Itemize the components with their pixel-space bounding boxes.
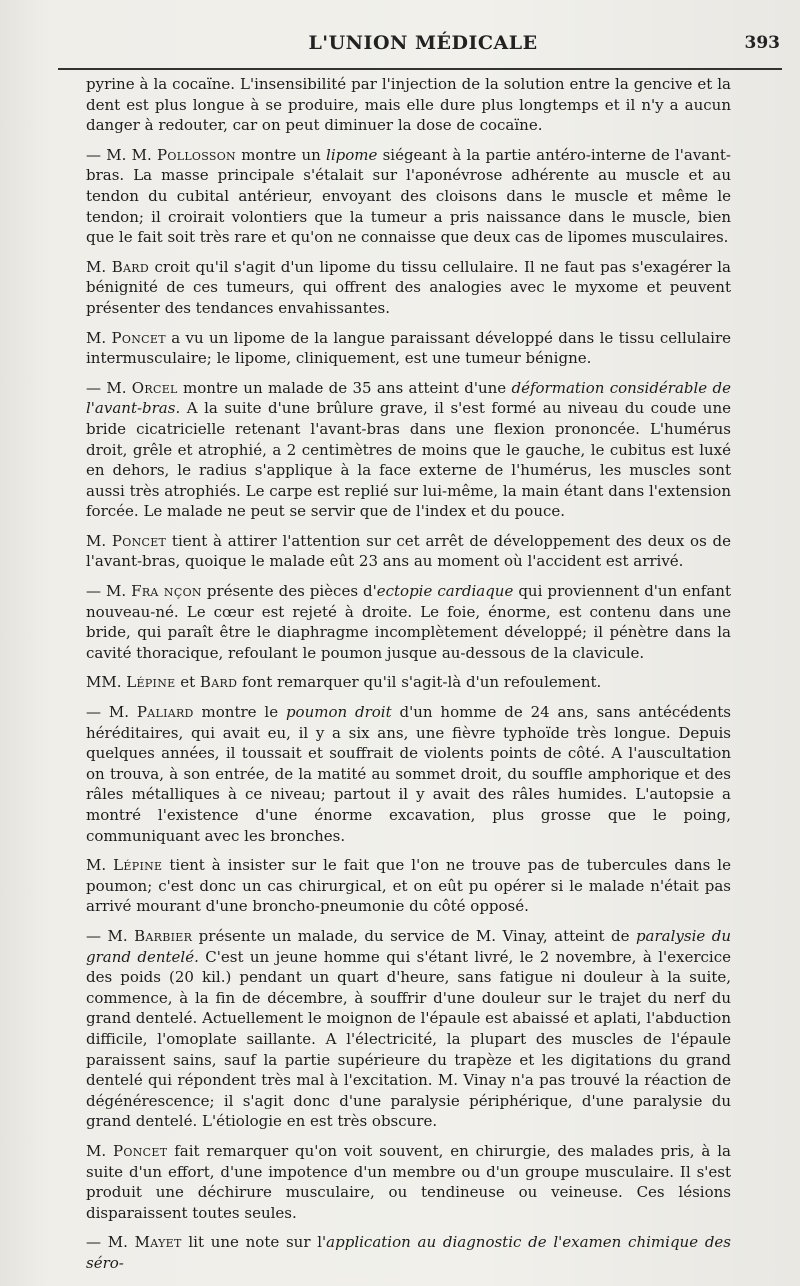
header-rule bbox=[58, 68, 782, 70]
paragraph-1: pyrine à la cocaïne. L'insensibilité par l'injection de la solution entre la gencive et la dent est plus longue à se produire, mais elle dure plus longtemps et il n'y a aucun danger à redouter, car on peut diminuer la dose de cocaïne. bbox=[86, 75, 731, 135]
running-title: L'UNION MÉDICALE bbox=[308, 32, 538, 54]
paragraph-12: M. Poncet fait remarquer qu'on voit souvent, en chirurgie, des malades pris, à la suite d'un effort, d'une impotence d'un membre ou d'un groupe musculaire. Il s'est produit une déchirure musculaire, ou tendineuse ou veineuse. Ces lésions disparaissent toutes seules. bbox=[86, 1141, 731, 1222]
speaker-name: Lépine bbox=[126, 673, 176, 692]
paragraph-6: M. Poncet tient à attirer l'attention sur cet arrêt de développement des deux os de l'avant-bras, quoique le malade eût 23 ans au moment où l'accident est arrivé. bbox=[86, 531, 731, 571]
speaker-name: Poncet bbox=[111, 328, 166, 347]
page-header bbox=[60, 28, 786, 62]
paragraph-13: — M. Mayet lit une note sur l'application au diagnostic de l'examen chimique des séro- bbox=[86, 1233, 731, 1272]
speaker-name: Pollosson bbox=[157, 145, 236, 164]
paragraph-5: — M. Orcel montre un malade de 35 ans atteint d'une déformation considérable de l'avant-bras. A la suite d'une brûlure grave, il s'est formé au niveau du coude une bride cicatricielle retenant l'avant-bras dans une flexion prononcée. L'humérus droit, grêle et atrophié, a 2 centimètres de moins que le gauche, le cubitus est luxé en dehors, le radius s'applique à la face externe de l'humérus, les muscles sont aussi très atrophiés. Le carpe est replié sur lui-même, la main étant dans l'extension forcée. Le malade ne peut se servir que de l'index et du pouce. bbox=[86, 378, 731, 521]
paragraph-10: M. Lépine tient à insister sur le fait que l'on ne trouve pas de tubercules dans le poumon; c'est donc un cas chirurgical, et on eût pu opérer si le malade n'était pas arrivé mourant d'une broncho-pneumonie du côté opposé. bbox=[86, 856, 731, 916]
paragraph-9: — M. Paliard montre le poumon droit d'un homme de 24 ans, sans antécédents héréditaires, qui avait eu, il y a six ans, une fièvre typhoïde très longue. Depuis quelques années, il toussait et souffrait de violents points de côté. A l'auscultation on trouva, à son entrée, de la matité au sommet droit, du souffle amphorique et des râles métalliques à ce niveau; partout il y avait des râles humides. L'autopsie a montré l'existence d'une énorme excavation, plus grosse que le poing, communiquant avec les bronches. bbox=[86, 703, 731, 845]
paragraph-3: M. Bard croit qu'il s'agit d'un lipome du tissu cellulaire. Il ne faut pas s'exagérer la bénignité de ces tumeurs, qui offrent des analogies avec le myxome et peuvent présenter des tendances envahissantes. bbox=[86, 257, 731, 317]
paragraph-2: — M. M. Pollosson montre un lipome siégeant à la partie antéro-interne de l'avant-bras. La masse principale s'étalait sur l'aponévrose adhérente au muscle et au tendon du cubital antérieur, envoyant des cloisons dans le muscle et même le tendon; il croirait volontiers que la tumeur a pris naissance dans le muscle, bien que le fait soit très rare et qu'on ne connaisse que deux cas de lipomes musculaires. bbox=[86, 145, 732, 247]
speaker-name: Poncet bbox=[113, 1141, 168, 1160]
article-body bbox=[86, 74, 731, 1282]
speaker-name: Lépine bbox=[113, 856, 163, 875]
speaker-name: Poncet bbox=[111, 531, 167, 550]
speaker-name: Bard bbox=[199, 673, 238, 692]
speaker-name: Barbier bbox=[134, 926, 193, 945]
paragraph-8: MM. Lépine et Bard font remarquer qu'il s'agit-là d'un refoulement. bbox=[86, 673, 602, 692]
speaker-name: Bard bbox=[111, 257, 149, 276]
page-number: 393 bbox=[744, 33, 780, 53]
speaker-name: Fra nçon bbox=[131, 582, 202, 601]
speaker-name: Orcel bbox=[131, 378, 178, 397]
speaker-name: Paliard bbox=[136, 703, 194, 722]
paragraph-4: M. Poncet a vu un lipome de la langue paraissant développé dans le tissu cellulaire intermusculaire; le lipome, cliniquement, est une tumeur bénigne. bbox=[86, 328, 731, 368]
paragraph-11: — M. Barbier présente un malade, du service de M. Vinay, atteint de paralysie du grand dentelé. C'est un jeune homme qui s'étant livré, le 2 novembre, à l'exercice des poids (20 kil.) pendant un quart d'heure, sans fatigue ni douleur à la suite, commence, à la fin de décembre, à souffrir d'une douleur sur le trajet du nerf du grand dentelé. Actuellement le moignon de l'épaule est abaissé et aplati, l'abduction difficile, l'omoplate saillante. A l'électricité, la plupart des muscles de l'épaule paraissent sains, sauf la partie supérieure du trapèze et les digitations du grand dentelé qui répondent très mal à l'excitation. M. Vinay n'a pas trouvé la réaction de dégénérescence; il s'agit donc d'une paralysie périphérique, d'une paralysie du grand dentelé. L'étiologie en est très obscure. bbox=[86, 926, 731, 1131]
paragraph-7: — M. Fra nçon présente des pièces d'ectopie cardiaque qui proviennent d'un enfant nouveau-né. Le cœur est rejeté à droite. Le foie, énorme, est contenu dans une bride, qui paraît être le diaphragme incomplètement développé; il pénètre dans la cavité thoracique, refoulant le poumon jusque au-dessous de la clavicule. bbox=[86, 582, 731, 662]
speaker-name: Mayet bbox=[134, 1233, 182, 1252]
